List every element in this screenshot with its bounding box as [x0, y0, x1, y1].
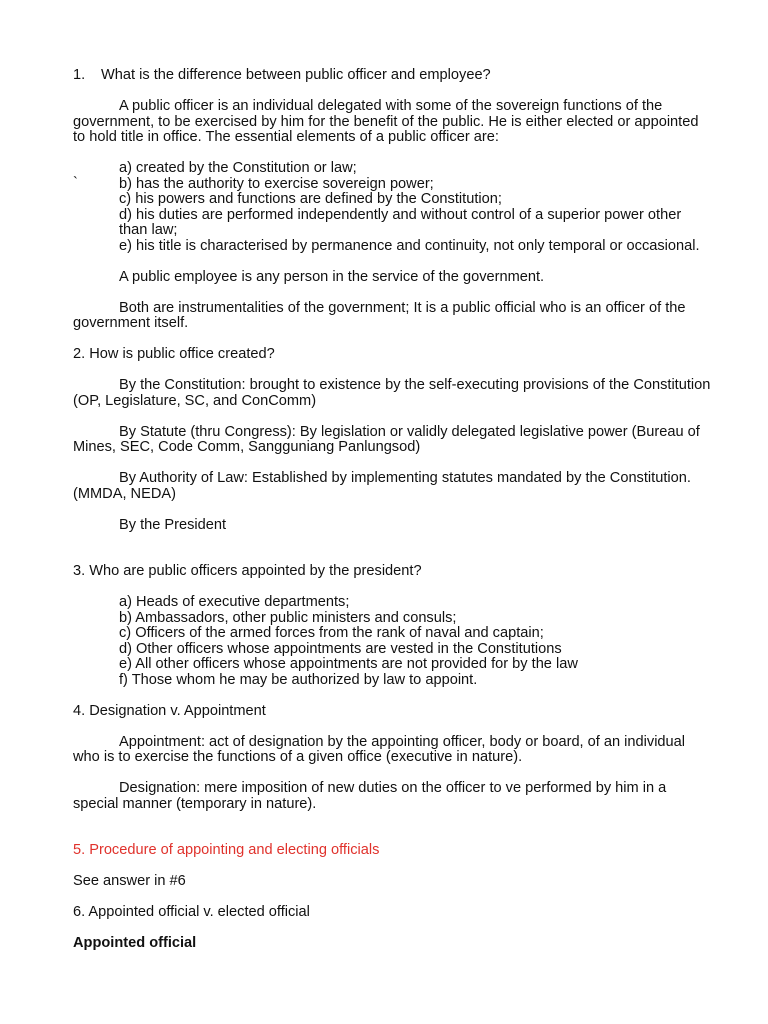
- list-item: e) his title is characterised by permanence and continuity, not only temporal or occasional.: [119, 237, 700, 254]
- list-item: e) All other officers whose appointments are not provided for by the law: [119, 656, 578, 672]
- public-officer-definition: A public officer is an individual delegated with some of the sovereign functions of the government, to be exercised by him for the benefit of the public. He is either elected or appointed to hold title in office. The essential elements of a public officer are:: [73, 98, 699, 145]
- list-item: b) Ambassadors, other public ministers and consuls;: [119, 609, 457, 626]
- question-4: 4. Designation v. Appointment: [73, 702, 266, 719]
- answer-constitution: By the Constitution: brought to existence by the self-executing provisions of the Constitution (OP, Legislature, SC, and ConComm): [73, 377, 711, 409]
- list-item: a) Heads of executive departments;: [119, 594, 350, 610]
- document-page: [73, 68, 713, 952]
- list-item: c) Officers of the armed forces from the rank of naval and captain;: [119, 625, 544, 641]
- question-5: 5. Procedure of appointing and electing officials: [73, 842, 380, 858]
- appointed-official-heading: Appointed official: [73, 935, 197, 951]
- answer-president: By the President: [119, 516, 227, 533]
- question-3: 3. Who are public officers appointed by the president?: [73, 563, 422, 579]
- list-item: a) created by the Constitution or law;: [119, 160, 357, 176]
- appointment-definition: Appointment: act of designation by the appointing officer, body or board, of an individual who is to exercise the functions of a given office (executive in nature).: [73, 733, 686, 765]
- answer-authority-of-law: By Authority of Law: Established by implementing statutes mandated by the Constitution. (MMDA, NEDA): [73, 470, 691, 502]
- question-6: 6. Appointed official v. elected official: [73, 904, 310, 920]
- appointed-officers-list: [73, 595, 713, 688]
- public-employee-definition: A public employee is any person in the service of the government.: [119, 268, 545, 285]
- question-1: [73, 68, 713, 84]
- answer-statute: By Statute (thru Congress): By legislation or validly delegated legislative power (Bureau of Mines, SEC, Code Comm, Sangguniang Panlungsod): [73, 423, 700, 455]
- essential-elements-list: [73, 161, 713, 254]
- list-item: c) his powers and functions are defined by the Constitution;: [119, 191, 502, 207]
- list-item: d) Other officers whose appointments are vested in the Constitutions: [119, 640, 562, 657]
- list-item: f) Those whom he may be authorized by law to appoint.: [119, 671, 478, 688]
- stray-tick-mark: `: [73, 175, 78, 191]
- question-2: 2. How is public office created?: [73, 346, 275, 362]
- question-5-answer: See answer in #6: [73, 873, 186, 889]
- instrumentalities-paragraph: Both are instrumentalities of the government; It is a public official who is an officer of the government itself.: [73, 299, 686, 331]
- question-text: What is the difference between public officer and employee?: [101, 67, 491, 83]
- list-item: d) his duties are performed independently and without control of a superior power other than law;: [119, 206, 682, 238]
- designation-definition: Designation: mere imposition of new duties on the officer to ve performed by him in a special manner (temporary in nature).: [73, 780, 667, 812]
- list-item: b) has the authority to exercise sovereign power;: [119, 175, 434, 192]
- question-number: 1.: [73, 67, 86, 83]
